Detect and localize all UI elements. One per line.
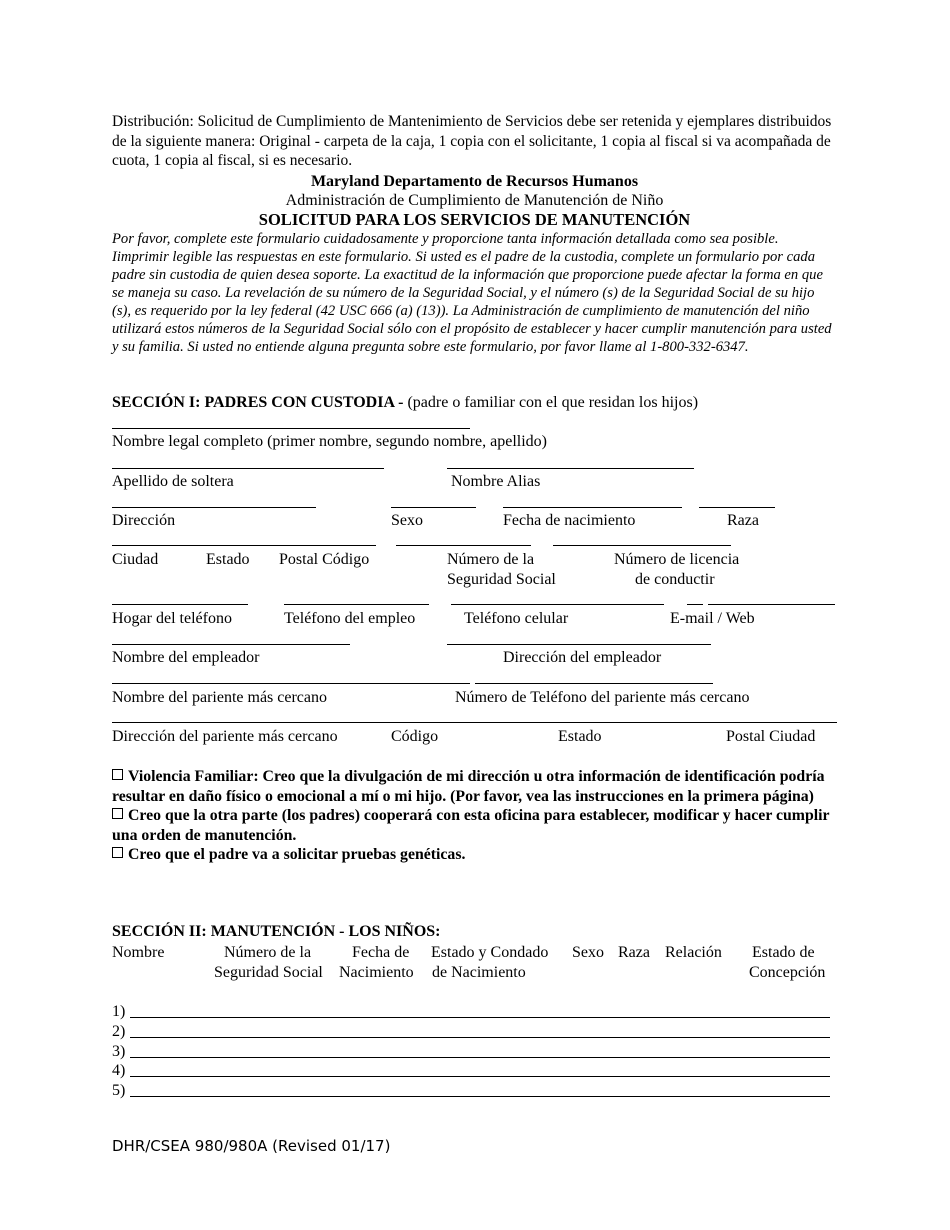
form-title: SOLICITUD PARA LOS SERVICIOS DE MANUTENCIÓN	[258, 210, 691, 229]
cooperate-option	[112, 806, 837, 845]
col-birth-line1: Fecha de	[352, 944, 410, 961]
distribution-note: Distribución: Solicitud de Cumplimiento de Mantenimiento de Servicios debe ser retenida y ejemplares distribuidos de la siguiente manera: Original - carpeta de la caja, 1 copia con el solicitante, 1 copia al fiscal si va acompañada de cuota, 1 copia al fiscal, si es necesario.	[112, 113, 832, 169]
sex-field[interactable]	[391, 507, 476, 508]
ssn-label-line1: Número de la	[447, 551, 535, 568]
race-field[interactable]	[699, 507, 775, 508]
col-ssn-line2: Seguridad Social	[214, 964, 323, 981]
child-row-4-number: 4)	[112, 1062, 126, 1079]
license-label-line2: de conductir	[635, 571, 715, 588]
violence-text: Violencia Familiar: Creo que la divulgación de mi dirección u otra información de identificación podría resultar en daño físico o emocional a mí o mi hijo. (Por favor, vea las instrucciones en la primera página)	[112, 768, 825, 805]
address-label: Dirección	[112, 512, 176, 529]
race-label: Raza	[727, 512, 759, 529]
home-phone-field[interactable]	[112, 604, 248, 605]
sex-label: Sexo	[391, 512, 423, 529]
administration-name: Administración de Cumplimiento de Manutención de Niño	[285, 192, 664, 209]
violence-checkbox[interactable]	[112, 769, 123, 780]
genetic-text: Creo que el padre va a solicitar pruebas genéticas.	[128, 846, 466, 863]
full-name-field[interactable]	[112, 428, 470, 429]
col-birth-line2: Nacimiento	[339, 964, 414, 981]
city-label: Ciudad	[112, 551, 159, 568]
child-row-3-number: 3)	[112, 1043, 126, 1060]
child-row-5-field[interactable]	[130, 1096, 830, 1097]
col-state-line1: Estado y Condado	[431, 944, 549, 961]
state2-label: Estado	[558, 728, 602, 745]
section1-title: SECCIÓN I: PADRES CON CUSTODIA -	[112, 394, 404, 411]
relative-phone-field[interactable]	[475, 683, 713, 684]
postal-label: Postal Código	[279, 551, 370, 568]
child-row-2-field[interactable]	[130, 1037, 830, 1038]
cell-phone-label: Teléfono celular	[464, 610, 569, 627]
employer-address-label: Dirección del empleador	[503, 649, 662, 666]
instructions: Por favor, complete este formulario cuidadosamente y proporcione tanta información detallada como sea posible. Iimprimir legible las respuestas en este formulario. Si usted es el padre de la custodia, complete un formulario por cada padre sin custodia de quien desea soporte. La exactitud de la información que proporcione puede afectar la forma en que se maneja su caso. La revelación de su número de la Seguridad Social, y el número (s) de la Seguridad Social de su hijo (s), es requerido por la ley federal (42 USC 666 (a) (13)). La Administración de cumplimiento de manutención del niño utilizará estos números de la Seguridad Social sólo con el propósito de establecer y hacer cumplir manutención para usted y su familia. Si usted no entiende alguna pregunta sobre este formulario, por favor llame al 1-800-332-6347.	[112, 231, 832, 355]
col-conception-line1: Estado de	[752, 944, 815, 961]
child-row-3-field[interactable]	[130, 1057, 830, 1058]
section1-heading	[112, 393, 698, 412]
employer-label: Nombre del empleador	[112, 649, 260, 666]
work-phone-label: Teléfono del empleo	[284, 610, 416, 627]
genetic-option	[112, 845, 837, 865]
maiden-name-field[interactable]	[112, 468, 384, 469]
home-phone-label: Hogar del teléfono	[112, 610, 232, 627]
work-phone-field[interactable]	[284, 604, 429, 605]
col-conception-line2: Concepción	[749, 964, 826, 981]
code-label: Código	[391, 728, 439, 745]
col-ssn-line1: Número de la	[224, 944, 312, 961]
maiden-name-label: Apellido de soltera	[112, 473, 234, 490]
section1-subtitle: (padre o familiar con el que residan los hijos)	[407, 394, 699, 411]
license-label-line1: Número de licencia	[614, 551, 740, 568]
state-label: Estado	[206, 551, 250, 568]
col-sex: Sexo	[572, 944, 604, 961]
section2-title: SECCIÓN II: MANUTENCIÓN - LOS NIÑOS:	[112, 923, 441, 940]
full-name-label: Nombre legal completo (primer nombre, segundo nombre, apellido)	[112, 433, 547, 450]
child-row-1-field[interactable]	[130, 1017, 830, 1018]
col-race: Raza	[618, 944, 650, 961]
relative-name-field[interactable]	[112, 683, 470, 684]
email-field-prefix[interactable]	[687, 604, 703, 605]
email-label: E-mail / Web	[670, 610, 755, 627]
child-row-4-field[interactable]	[130, 1076, 830, 1077]
postal-city-label: Postal Ciudad	[726, 728, 816, 745]
child-row-1-number: 1)	[112, 1003, 126, 1020]
col-relation: Relación	[665, 944, 722, 961]
child-row-2-number: 2)	[112, 1023, 126, 1040]
city-state-postal-field[interactable]	[112, 545, 376, 546]
dob-field[interactable]	[503, 507, 682, 508]
cooperate-text: Creo que la otra parte (los padres) cooperará con esta oficina para establecer, modificar y hacer cumplir una orden de manutención.	[112, 807, 830, 844]
email-field[interactable]	[708, 604, 835, 605]
relative-phone-label: Número de Teléfono del pariente más cercano	[455, 689, 750, 706]
col-name: Nombre	[112, 944, 165, 961]
relative-name-label: Nombre del pariente más cercano	[112, 689, 328, 706]
address-field[interactable]	[112, 507, 316, 508]
relative-address-label: Dirección del pariente más cercano	[112, 728, 338, 745]
child-row-5-number: 5)	[112, 1082, 126, 1099]
genetic-checkbox[interactable]	[112, 847, 123, 858]
dob-label: Fecha de nacimiento	[503, 512, 636, 529]
col-state-line2: de Nacimiento	[432, 964, 526, 981]
employer-address-field[interactable]	[447, 644, 711, 645]
ssn-label-line2: Seguridad Social	[447, 571, 556, 588]
agency-name: Maryland Departamento de Recursos Humanos	[310, 173, 639, 190]
checkbox-group	[112, 767, 837, 865]
alias-field[interactable]	[447, 468, 694, 469]
alias-label: Nombre Alias	[451, 473, 541, 490]
cooperate-checkbox[interactable]	[112, 808, 123, 819]
ssn-field[interactable]	[396, 545, 531, 546]
employer-field[interactable]	[112, 644, 350, 645]
cell-phone-field[interactable]	[451, 604, 664, 605]
form-number: DHR/CSEA 980/980A (Revised 01/17)	[112, 1137, 391, 1155]
license-field[interactable]	[553, 545, 731, 546]
relative-address-field[interactable]	[112, 722, 837, 723]
violence-option	[112, 767, 837, 806]
